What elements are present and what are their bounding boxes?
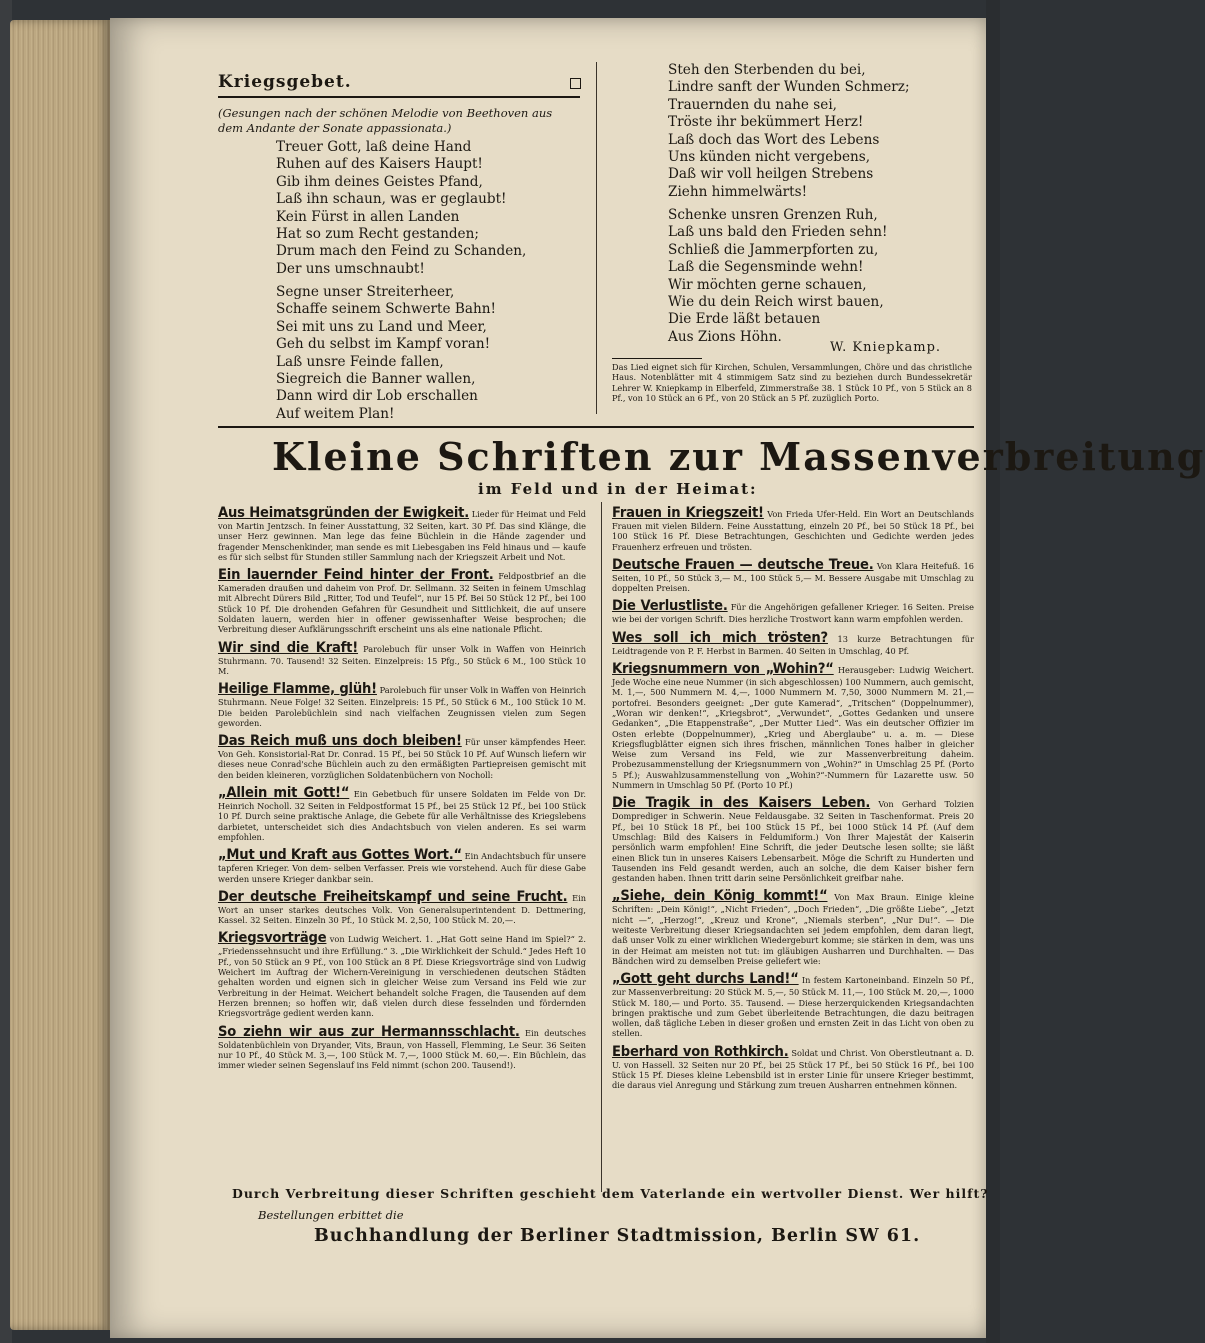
poem-line: Lindre sanft der Wunden Schmerz; xyxy=(668,79,910,96)
ad-subtitle: Von Max Braun. Einige kleine Schriften: „Dein König!“, „Nicht xyxy=(612,892,974,915)
section-rule xyxy=(218,426,974,428)
ad-subtitle: Von Gerhard Tolzien Domprediger in Schwerin. xyxy=(612,799,974,822)
ad-entry xyxy=(218,566,586,634)
ad-body: bei 25 Stück 17 Pf., bei 50 Stück 16 Pf., bei 100 Stück 15 Pf. Dieses kleine Lebensbild ist in erster Linie für unsere Krieger bestimmt, die daraus viel Anregung und Stärkung zum treuen Ausharren entnehmen können. xyxy=(612,1059,975,1091)
poem-line: Uns künden nicht vergebens, xyxy=(668,149,871,166)
ad-title: Kriegsvorträge xyxy=(218,929,327,947)
ad-body: Ausstattung, einzeln 20 Pf., bei 50 Stück 18 Pf., bei 100 Stück 16 Pf. Diese Betrachtungen, Geschichten und Gedichte werden jedes Frauenherz erfreuen und trösten. xyxy=(612,521,974,552)
poem-line: Aus Zions Höhn. xyxy=(668,328,782,345)
poem-line: Die Erde läßt betauen xyxy=(668,311,821,328)
ad-title: Wes soll ich mich trösten? xyxy=(612,628,828,646)
ad-entry xyxy=(612,887,974,966)
ad-title: Kriegsnummern von „Wohin?“ xyxy=(612,660,834,678)
ad-body: 32 Seiten. Einzelpreis: 15 Pf., 50 Stück 6 M., 100 Stück 10 M. Die beiden Parolebüchlein sind nach vielfachen Zeugnissen vielen zum Segen geworden. xyxy=(218,697,586,728)
poem-line: Laß uns bald den Frieden sehn! xyxy=(668,224,888,241)
ad-entry xyxy=(612,556,974,594)
scan-background-right xyxy=(986,0,1000,1343)
poem-stanza-2 xyxy=(276,284,496,423)
ad-subtitle: Soldat und Christ. Von Oberstleutnant a. D. U. von Hassell. 32 Seiten nur 20 Pf., xyxy=(612,1047,974,1070)
ad-entry xyxy=(218,846,586,884)
poem-line: Laß ihn schaun, was er geglaubt! xyxy=(276,191,507,208)
poem-stanza-1 xyxy=(276,139,526,278)
poem-line: Laß die Segensminde wehn! xyxy=(668,259,864,276)
poem-line: Trauernden du nahe sei, xyxy=(668,96,837,113)
ad-body: In feiner Ausstattung, 32 Seiten, kart. 30 Pf. Das sind Klänge, die unser Herz gewinnen. Man lege das feine Büchlein in die Hände zagender und fragender Menschenkinder, man sende es mit Liebesgaben ins Feld hinaus und — kaufe es für sich selbst für Stunden stiller Sammlung nach der Kriegszeit Arbeit und Not. xyxy=(218,521,587,562)
poem-line: Hat so zum Recht gestanden; xyxy=(276,226,479,243)
poem-note: (Gesungen nach der schönen Melodie von Beethoven aus dem Andante der Sonate appassionata.) xyxy=(218,106,553,135)
ad-title: Ein lauernder Feind hinter der Front. xyxy=(218,566,494,584)
poem-line: Gib ihm deines Geistes Pfand, xyxy=(276,173,483,190)
section-subtitle: im Feld und in der Heimat: xyxy=(478,480,758,498)
poem-title: Kriegsgebet. xyxy=(218,72,352,92)
poem-line: Der uns umschnaubt! xyxy=(276,260,425,277)
ad-title: Aus Heimatsgründen der Ewigkeit. xyxy=(218,504,470,521)
footer-order-note: Bestellungen erbittet die xyxy=(258,1208,404,1222)
ad-body: Trostwort kann warm empfohlen werden. xyxy=(790,614,964,625)
ad-body: 3,— M., 100 Stück 5,— M. Bessere Ausgabe mit Umschlag zu doppelten Preisen. xyxy=(612,572,975,594)
ad-subtitle: Herausgeber: Ludwig Weichert. Jede Woche eine neue xyxy=(612,665,974,688)
ad-entry xyxy=(612,660,974,790)
ad-subtitle: 13 kurze Betrachtungen für Leidtragende von P. F. Herbst in Barmen. 40 Seiten xyxy=(612,633,974,656)
ad-body: selben Verfasser. Preis wie vorstehend. Auch für diese Gabe werden unsere Krieger dankbar sein. xyxy=(218,863,586,884)
poem-line: Laß unsre Feinde fallen, xyxy=(276,353,444,370)
ad-body: in Umschlag, 40 Pf. xyxy=(828,645,910,656)
ad-entry xyxy=(612,1043,974,1091)
poem-line: Geh du selbst im Kampf voran! xyxy=(276,336,491,353)
poem-stanza-3 xyxy=(668,62,910,201)
poem-line: Schließ die Jammerpforten zu, xyxy=(668,241,879,258)
poem-line: Daß wir voll heilgen Strebens xyxy=(668,166,874,183)
poem-line: Schenke unsren Grenzen Ruh, xyxy=(668,207,878,223)
ad-title: Das Reich muß uns doch bleiben! xyxy=(218,732,462,750)
ad-column-divider xyxy=(601,502,602,1192)
ad-entry xyxy=(218,504,586,562)
poem-line: Wie du dein Reich wirst bauen, xyxy=(668,294,884,311)
ad-entry xyxy=(218,784,586,842)
poem-line: Laß doch das Wort des Lebens xyxy=(668,131,880,148)
footnote-rule xyxy=(612,358,702,359)
poem-line: Segne unser Streiterheer, xyxy=(276,284,455,300)
ad-body: Dryander, Vits, Braun, von Hassell, Flemming, Le Seur. 36 Seiten nur 10 Pf., 40 Stück M. 3,—, 100 Stück M. 7,—, 1000 Stück M. 60,—. Ein Büchlein, das immer wieder seinen Segenslauf ins Feld nimmt (schon 200. Tausend!). xyxy=(218,1039,586,1071)
ad-title: Wir sind die Kraft! xyxy=(218,638,359,656)
ad-body: Nummer (in sich abgeschlossen) 100 Nummern, auch gemischt, M. 1,—, 500 Nummern M. 4,—, 1000 Nummern M. 7,50, 3000 Nummern M. 21,— portofrei. Besonders geeignet: „Der gute Kamerad“, „Tritschen“ (Doppelnummer), „Woran wir denken!“, „Kriegsbrot“, „Verwundet“, „Gottes Gedanken und unsere Gedanken“, „Die Etappenstraße“, „Der Mutter Lied“. Was ein deutscher Offizier im Osten erlebte (Doppelnummer), „Krieg und Aberglaube“ u. a. m. — Diese Kriegsflugblätter eignen sich ihres frischen, männlichen Tones halber in gleicher Weise zum Versand ins Feld, wie zur Massenverbreitung daheim. Probezusammenstellung der Kriegsnummern von „Wohin?“ in Umschlag 25 Pf. (Porto 5 Pf.); Auswahlzusammenstellung von „Wohin?“-Nummern für Lazarette usw. 50 Nummern in Umschlag 50 Pf. (Porto 10 Pf.) xyxy=(612,677,975,791)
ad-entry xyxy=(218,732,586,780)
ad-title: „Gott geht durchs Land!“ xyxy=(612,970,799,988)
ad-subtitle: Von Frieda Ufer-Held. Ein Wort an Deutschlands Frauen mit vielen Bildern. Feine xyxy=(612,509,975,531)
ad-subtitle: In festem Kartoneinband. Einzeln 50 Pf., zur Massenverbreitung: 20 Stück xyxy=(612,975,975,998)
ad-subtitle: Ein Gebetbuch für unsere Soldaten im Felde von Dr. Heinrich Nocholl. 32 Seiten xyxy=(218,789,586,812)
ad-body: in Feldpostformat 15 Pf., bei 25 Stück 12 Pf., bei 100 Stück 10 Pf. Durch seine praktische Anlage, die Gebete für alle Verhältnisse des Kriegslebens darbietet, unterscheidet sich dies Andachtsbuch von vielen anderen. Es sei warm empfohlen. xyxy=(218,801,586,842)
ad-subtitle: Ein deutsches Soldatenbüchlein von xyxy=(218,1027,586,1050)
ad-entry xyxy=(218,680,586,728)
ad-entry xyxy=(218,639,586,677)
ad-title: „Mut und Kraft aus Gottes Wort.“ xyxy=(218,846,462,864)
poem-line: Sei mit uns zu Land und Meer, xyxy=(276,318,487,335)
poem-line: Wir möchten gerne schauen, xyxy=(668,276,867,293)
column-divider xyxy=(596,62,597,414)
title-rule xyxy=(218,96,580,98)
ad-body: Einzelpreis: 15 Pfg., 50 Stück 6 M., 100 Stück 10 M. xyxy=(218,655,586,676)
footer-publisher: Buchhandlung der Berliner Stadtmission, Berlin SW 61. xyxy=(314,1226,921,1246)
ad-entry xyxy=(218,888,586,926)
poem-line: Treuer Gott, laß deine Hand xyxy=(276,139,472,155)
right-ad-column xyxy=(612,504,974,1184)
poem-stanza-4 xyxy=(668,207,887,346)
footer-call-to-action: Durch Verbreitung dieser Schriften geschieht dem Vaterlande ein wertvoller Dienst. Wer hilft? xyxy=(232,1186,989,1201)
ad-entry xyxy=(218,929,586,1018)
ad-body: Frieden“, „Doch Frieden“, „Die größte Liebe“, „Jetzt nicht —“, „Herzog!“, „Kreuz und Krone“, „Niemals sterben“, „Nur Du!“. — Die weiteste Verbreitung dieser Kriegsandachten sei jedem empfohlen, dem daran liegt, daß unser Volk zu einer wirklichen Wiedergeburt komme; sie stärken in dem, was uns in der Heimat am meisten not tut: im gläubigen Ausharren und Durchhalten. — Das Bändchen wird zu demselben Preise geliefert wie: xyxy=(612,904,974,966)
ad-title: Frauen in Kriegszeit! xyxy=(612,504,764,521)
ad-subtitle: Parolebuch für unser Volk in Waffen von Heinrich Stuhrmann. 70. Tausend! 32 Seiten. xyxy=(218,643,586,666)
poem-line: Auf weitem Plan! xyxy=(276,405,395,422)
ad-subtitle: Für die Angehörigen gefallener Krieger. 16 Seiten. Preise wie bei der vorigen Schrift. Dies herzliche xyxy=(612,602,975,625)
square-ornament-icon xyxy=(570,78,581,89)
ad-subtitle: Für unser kämpfendes Heer. Von Geh. Konsistorial-Rat xyxy=(218,737,587,760)
poem-line: Schaffe seinem Schwerte Bahn! xyxy=(276,301,496,318)
ad-title: Heilige Flamme, glüh! xyxy=(218,680,377,698)
ad-subtitle: Von Klara Heitefuß. 16 Seiten, 10 Pf., 50 Stück xyxy=(612,560,974,583)
ad-subtitle: Ein Andachtsbuch für unsere tapferen Krieger. Von dem- xyxy=(218,851,586,874)
poem-signature: W. Kniepkamp. xyxy=(830,340,942,355)
ad-entry xyxy=(612,794,974,883)
section-title: Kleine Schriften zur Massenverbreitung xyxy=(272,434,1205,479)
ad-subtitle: Ein Wort an unser starkes xyxy=(218,892,586,915)
ad-subtitle: Parolebuch für unser Volk in Waffen von Heinrich Stuhrmann. Neue Folge! xyxy=(218,685,586,708)
ad-entry xyxy=(612,597,974,624)
ad-subtitle: Lieder für Heimat und Feld von Martin Jentzsch. xyxy=(218,509,586,531)
ad-body: Jedes Heft 10 Pf., von 50 Stück an 9 Pf., von 100 Stück an 8 Pf. Diese Kriegsvorträge sind von Ludwig Weichert im Auftrag der Wichern-Vereinigung in verschiedenen deutschen Städten gehalten worden und eignen sich in gleicher Weise zum Versand ins Feld wie zur Verbreitung in der Heimat. Weichert behandelt solche Fragen, die Tausenden auf dem Herzen brennen; so hoffen wir, daß vielen durch diese fesselnden und fördernden Kriegsvorträge gedient werden kann. xyxy=(218,946,586,1019)
ad-title: Eberhard von Rothkirch. xyxy=(612,1042,789,1060)
poem-line: Tröste ihr bekümmert Herz! xyxy=(668,114,864,131)
ad-subtitle: von Ludwig Weichert. 1. „Hat Gott seine Hand im Spiel?“ 2. „Friedenssehnsucht und ihre Erfüllung.“ 3. „Die Wirklichkeit der Schuld.“ xyxy=(218,934,586,957)
ad-title: Die Verlustliste. xyxy=(612,597,728,615)
ad-title: Der deutsche Freiheitskampf und seine Frucht. xyxy=(218,887,568,905)
poem-line: Drum mach den Feind zu Schanden, xyxy=(276,243,527,260)
ad-title: Die Tragik in des Kaisers Leben. xyxy=(612,794,871,812)
left-ad-column xyxy=(218,504,586,1184)
ad-title: So ziehn wir aus zur Hermannsschlacht. xyxy=(218,1022,520,1040)
poem-line: Ziehn himmelwärts! xyxy=(668,183,808,200)
ad-entry xyxy=(612,629,974,656)
poem-line: Siegreich die Banner wallen, xyxy=(276,371,476,388)
poem-line: Steh den Sterbenden du bei, xyxy=(668,62,866,78)
ad-body: M. 5,—, 50 Stück M. 11,—, 100 Stück M. 20,—, 1000 Stück M. 180,— und Porto. 35. Tausend. — Diese herzerquickenden Kriegsandachten bringen praktische und zum Gebet überleitende Betrachtungen, die dazu beitragen wollen, daß tägliche Leben in dieser großen und ernsten Zeit in das Licht von oben zu stellen. xyxy=(612,987,975,1039)
ad-title: „Siehe, dein König kommt!“ xyxy=(612,887,828,905)
ad-title: Deutsche Frauen — deutsche Treue. xyxy=(612,555,874,573)
poem-footnote: Das Lied eignet sich für Kirchen, Schulen, Versammlungen, Chöre und das christliche Haus. Notenblätter mit 4 stimmigem Satz sind zu beziehen durch Bundessekretär Lehrer W. Kniepkamp in Elberfeld, Zimmerstraße 38. 1 Stück 10 Pf., von 5 Stück an 8 Pf., von 10 Stück an 6 Pf., von 20 Stück an 5 Pf. zuzüglich Porto. xyxy=(612,362,972,404)
ad-body: Neue Feldausgabe. 32 Seiten in Taschenformat. Preis 20 Pf., bei 10 Stück 18 Pf., bei 100 Stück 15 Pf., bei 1000 Stück 14 Pf. (Auf dem Umschlag: Bild des Kaisers in Feldumiform.) Von Ihrer Majestät der Kaiserin persönlich warm empfohlen! Eine Schrift, die jeder Deutsche lesen sollte; sie läßt einen Blick tun in unseres Kaisers Lebensarbeit. Möge die Schrift zu Hunderten und Tausenden ins Feld gesandt werden, auch an solche, die dem Kaiser bisher fern gestanden haben. Ihnen tritt darin seine Persönlichkeit greifbar nahe. xyxy=(612,811,974,884)
poem-line: Ruhen auf des Kaisers Haupt! xyxy=(276,156,483,173)
ad-entry xyxy=(218,1023,586,1071)
poem-line: Kein Fürst in allen Landen xyxy=(276,208,460,225)
ad-entry xyxy=(612,504,974,552)
ad-body: Dr. Conrad. 15 Pf., bei 50 Stück 10 Pf. Auf Wunsch liefern wir dieses neue Conrad'sche Büchlein auch zu den ermäßigten Partiepreisen gemischt mit den beiden kleineren, vorzüglichen Soldatenbüchern von Nocholl: xyxy=(218,749,586,780)
poem-line: Dann wird dir Lob erschallen xyxy=(276,388,478,405)
ad-title: „Allein mit Gott!“ xyxy=(218,784,350,802)
ad-entry xyxy=(612,970,974,1038)
ad-subtitle: Feldpostbrief an die Kameraden draußen xyxy=(218,571,586,594)
ad-body: deutsches Volk. Von Generalsuperintendent D. Dettmering, Kassel. 32 Seiten. Einzeln 30 Pf., 10 Stück M. 2,50, 100 Stück M. 20,—. xyxy=(218,904,586,926)
page-edges xyxy=(10,20,110,1330)
ad-body: und daheim von Prof. Dr. Sellmann. 32 Seiten in feinem Umschlag mit Albrecht Dürers Bild „Ritter, Tod und Teufel“, nur 15 Pf. Bei 50 Stück 12 Pf., bei 100 Stück 10 Pf. Die drohenden Gefahren für Gesundheit und Sittlichkeit, die auf unsere Soldaten lauern, werden hier in offener gewissenhafter Weise besprochen; die Verbreitung dieser Aufklärungsschrift erscheint uns als eine nationale Pflicht. xyxy=(218,583,586,635)
